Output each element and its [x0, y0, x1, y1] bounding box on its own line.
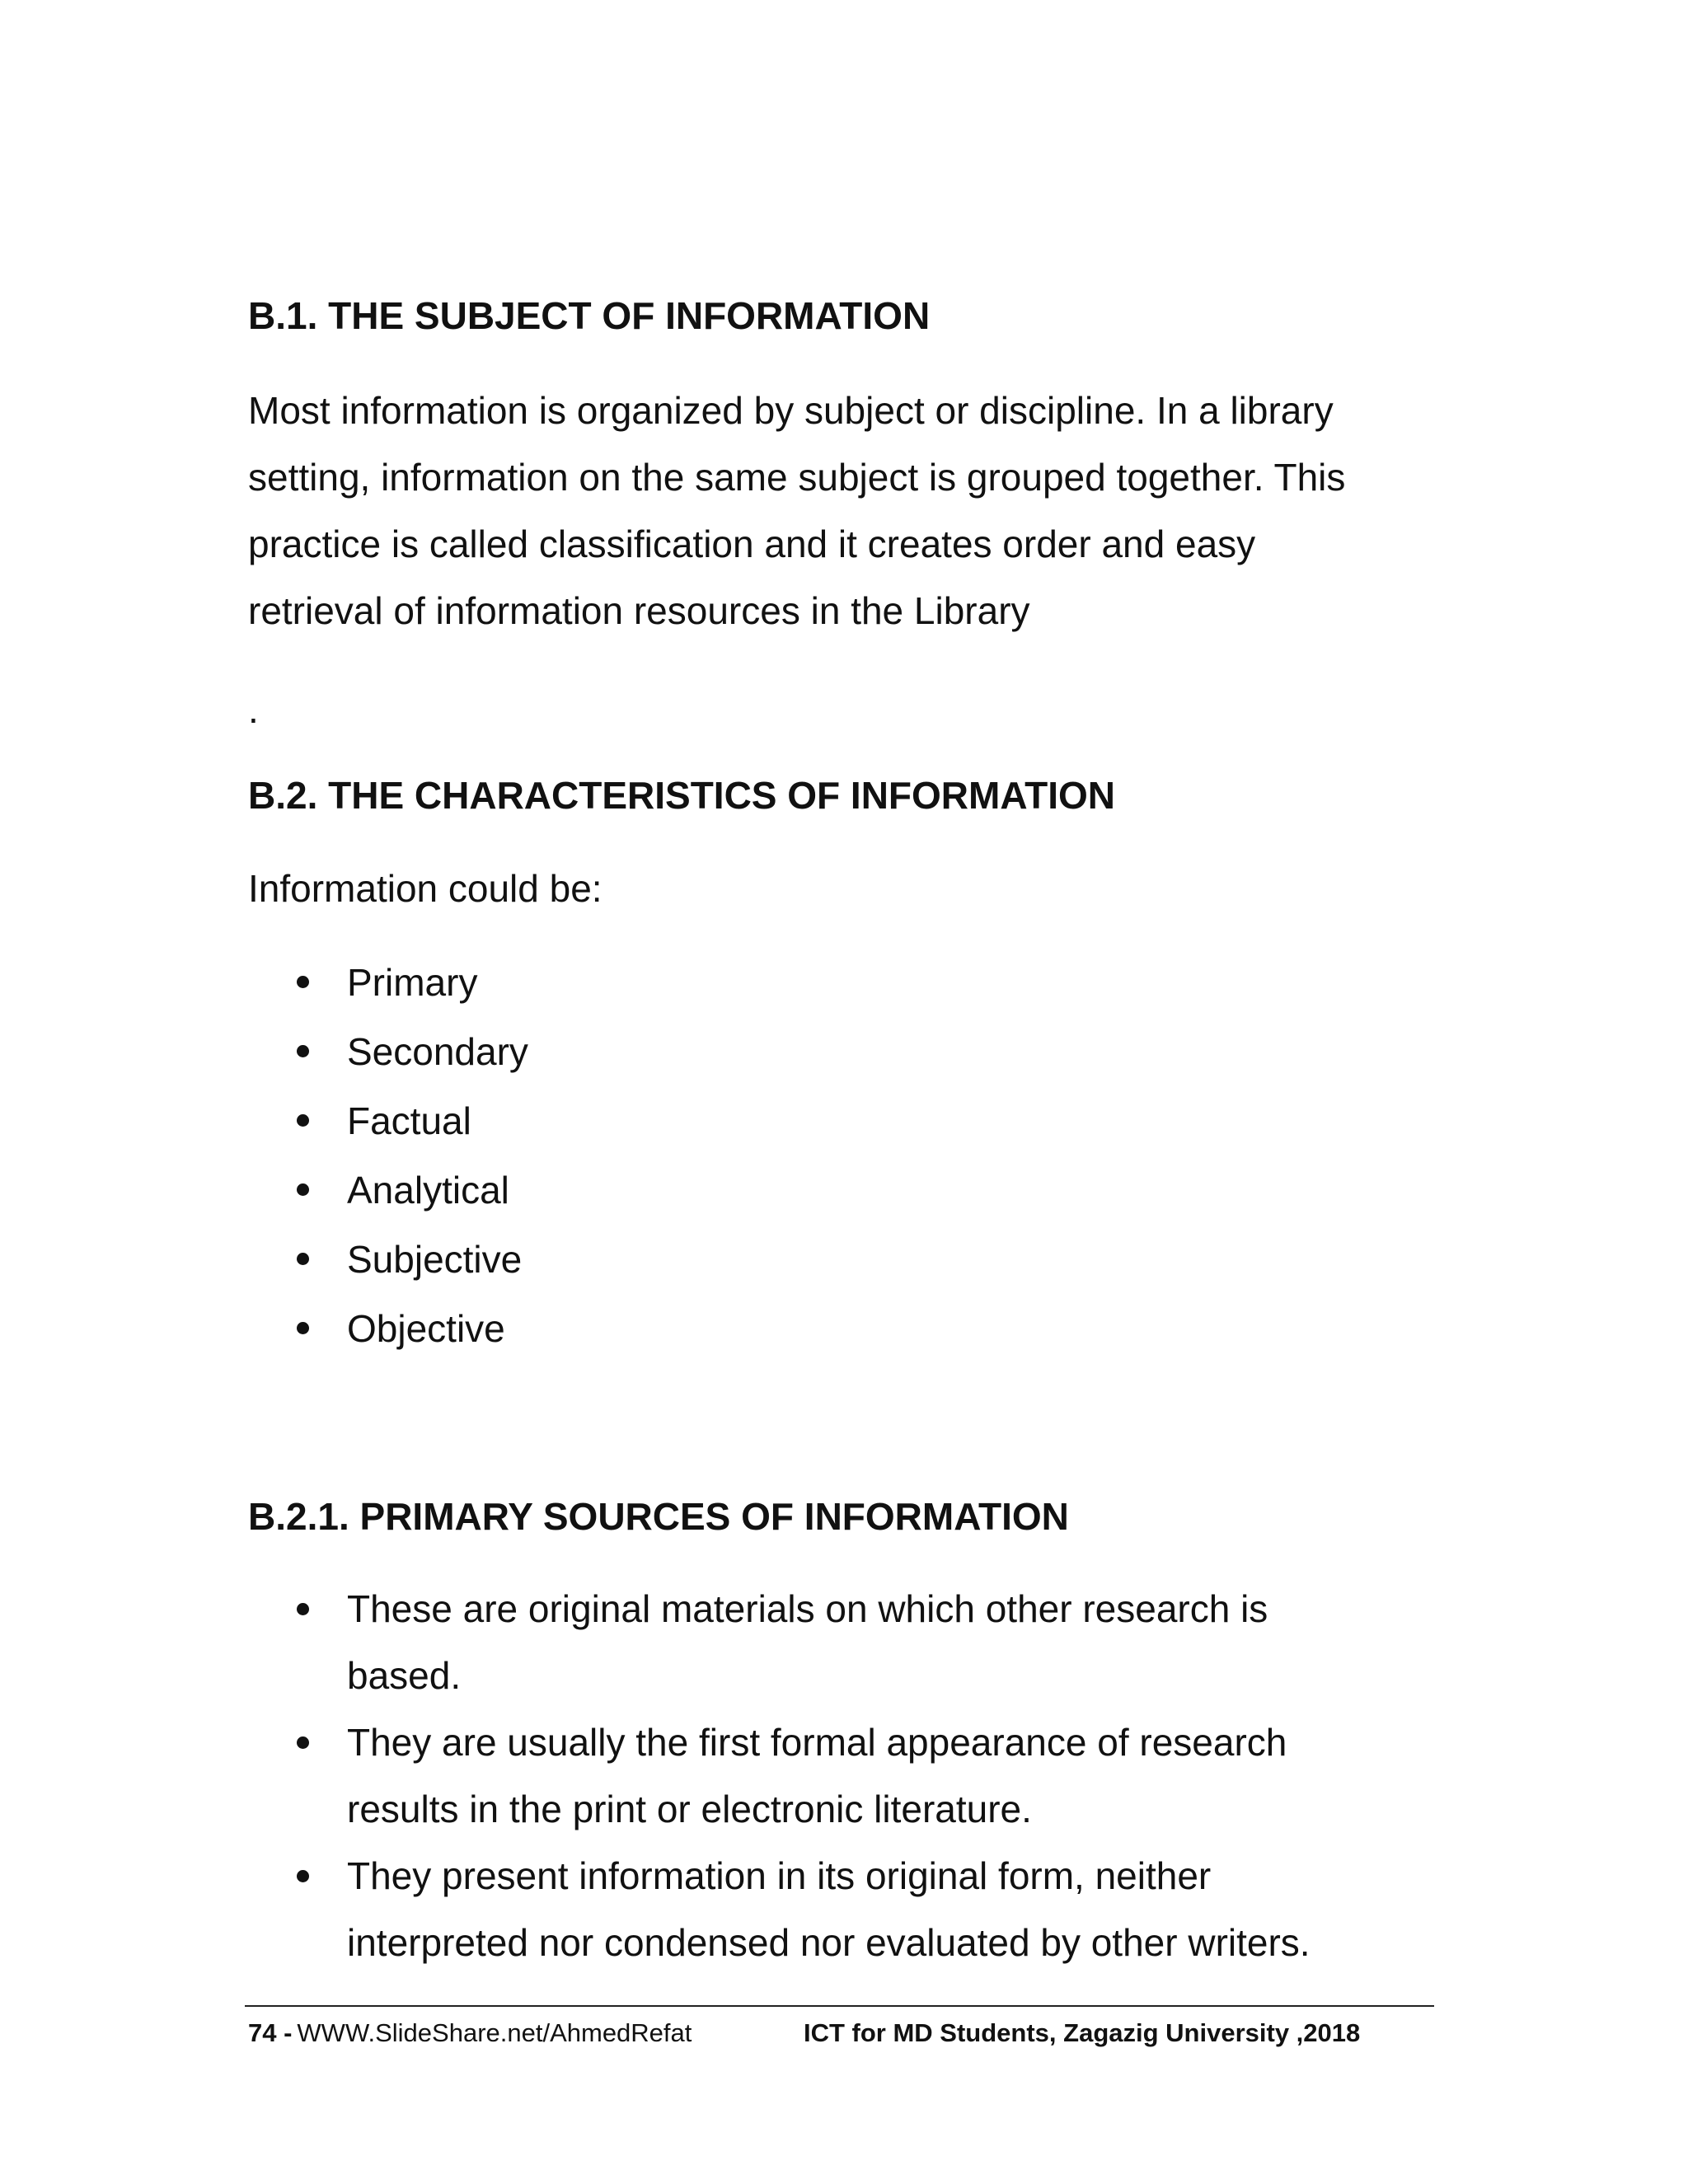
- list-item: [0, 1225, 528, 1294]
- section-heading-b2: B.2. THE CHARACTERISTICS OF INFORMATION: [248, 774, 1116, 817]
- page-number: 74 -: [248, 2018, 293, 2047]
- list-item-line: results in the print or electronic literature.: [347, 1788, 1032, 1830]
- list-item: [0, 1155, 528, 1225]
- list-item-label: Analytical: [347, 1169, 509, 1212]
- list-item-label: Primary: [347, 961, 478, 1004]
- list-item-line: based.: [347, 1654, 462, 1697]
- list-item: [0, 1576, 1311, 1709]
- list-item: [0, 1294, 528, 1363]
- list-item: [0, 1017, 528, 1086]
- paragraph-line: setting, information on the same subject is grouped together. This: [248, 456, 1346, 499]
- primary-sources-list: [0, 1576, 1311, 1976]
- list-item-label: Factual: [347, 1099, 471, 1142]
- list-item: [0, 1709, 1311, 1843]
- bullet-icon: [297, 1183, 309, 1196]
- section-heading-b1: B.1. THE SUBJECT OF INFORMATION: [248, 294, 931, 337]
- bullet-icon: [297, 976, 309, 988]
- page-footer: [248, 2016, 1435, 2057]
- characteristics-list: [0, 948, 528, 1363]
- list-item-line: They present information in its original form, neither: [347, 1854, 1212, 1897]
- section-heading-b21: B.2.1. PRIMARY SOURCES OF INFORMATION: [248, 1495, 1069, 1538]
- list-item: [0, 1086, 528, 1155]
- bullet-icon: [297, 1870, 309, 1882]
- list-item-label: Objective: [347, 1307, 505, 1350]
- list-item-line: These are original materials on which other research is: [347, 1587, 1268, 1630]
- bullet-icon: [297, 1736, 309, 1749]
- list-item: [0, 948, 528, 1017]
- paragraph-line: Most information is organized by subject or discipline. In a library: [248, 389, 1334, 432]
- bullet-icon: [297, 1253, 309, 1265]
- list-item: [0, 1843, 1311, 1976]
- list-item-line: interpreted nor condensed nor evaluated by other writers.: [347, 1921, 1311, 1964]
- bullet-icon: [297, 1603, 309, 1615]
- paragraph-line: practice is called classification and it creates order and easy: [248, 523, 1256, 565]
- bullet-icon: [297, 1045, 309, 1057]
- footer-website: WWW.SlideShare.net/AhmedRefat: [297, 2018, 692, 2047]
- bullet-icon: [297, 1322, 309, 1334]
- section-b2-intro: Information could be:: [248, 867, 603, 910]
- list-item-label: Subjective: [347, 1238, 523, 1281]
- footer-course-title: ICT for MD Students, Zagazig University ,2018: [804, 2018, 1361, 2047]
- bullet-icon: [297, 1114, 309, 1127]
- section-b1-paragraph: [248, 377, 1435, 644]
- paragraph-line: retrieval of information resources in the Library: [248, 589, 1030, 632]
- footer-divider: [245, 2005, 1434, 2007]
- list-item-line: They are usually the first formal appearance of research: [347, 1721, 1287, 1764]
- trailing-period: .: [248, 688, 259, 731]
- list-item-label: Secondary: [347, 1030, 528, 1073]
